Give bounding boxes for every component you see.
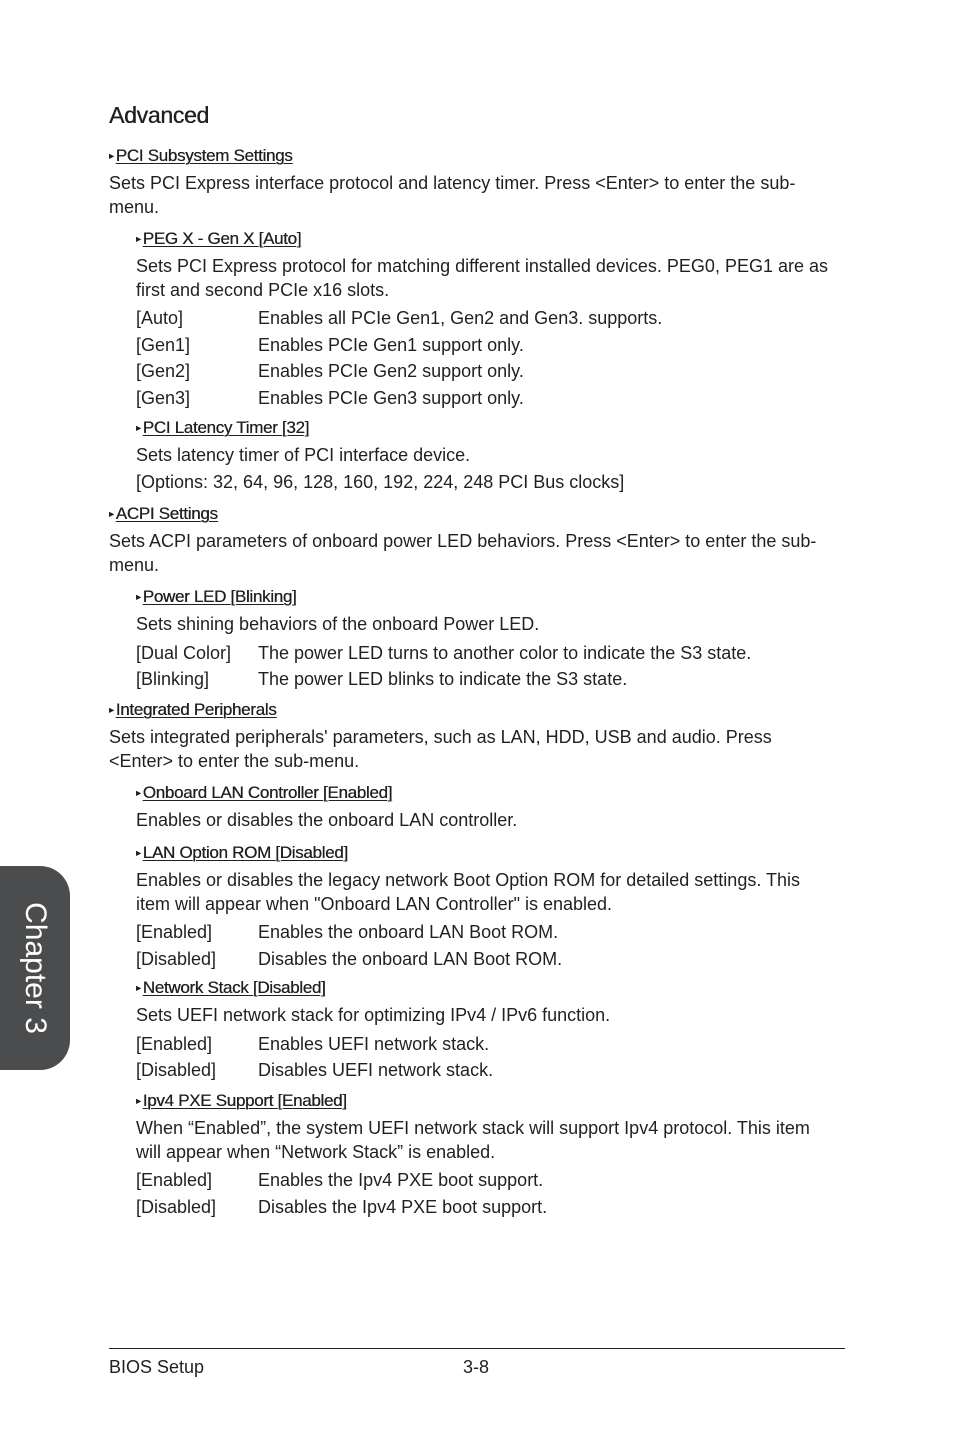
- option-row: [136, 1031, 836, 1058]
- option-list: [136, 1031, 836, 1084]
- section-description: Sets integrated peripherals' parameters, such as LAN, HDD, USB and audio. Press <Enter> to enter the sub-menu.: [109, 727, 772, 771]
- option-value: Enables all PCIe Gen1, Gen2 and Gen3. supports.: [258, 308, 663, 328]
- heading-text: PCI Subsystem Settings: [115, 146, 293, 165]
- section-heading: [109, 699, 839, 721]
- triangle-bullet-icon: ▸: [136, 1096, 141, 1107]
- heading-text: Power LED [Blinking]: [142, 587, 297, 606]
- triangle-bullet-icon: ▸: [136, 848, 141, 859]
- section-description: When “Enabled”, the system UEFI network stack will support Ipv4 protocol. This item will appear when “Network Stack” is enabled.: [136, 1118, 810, 1162]
- section-heading: [109, 145, 839, 167]
- section-heading: [136, 782, 836, 804]
- heading-text: LAN Option ROM [Disabled]: [142, 843, 348, 862]
- section-pci-latency: [136, 417, 836, 494]
- section-description: Enables or disables the legacy network Boot Option ROM for detailed settings. This item will appear when "Onboard LAN Controller" is enabled.: [136, 870, 801, 914]
- heading-text: ACPI Settings: [115, 504, 218, 523]
- footer-section-title: BIOS Setup: [109, 1357, 205, 1377]
- option-row: [136, 358, 836, 385]
- heading-text: PCI Latency Timer [32]: [142, 418, 310, 437]
- section-description: Sets PCI Express interface protocol and latency timer. Press <Enter> to enter the sub-menu.: [109, 173, 796, 217]
- heading-text: Onboard LAN Controller [Enabled]: [142, 783, 393, 802]
- option-row: [136, 1057, 836, 1084]
- option-value: Enables the onboard LAN Boot ROM.: [258, 922, 559, 942]
- heading-text: Integrated Peripherals: [115, 700, 277, 719]
- section-heading: [136, 842, 836, 864]
- option-value: Enables PCIe Gen1 support only.: [258, 334, 524, 355]
- triangle-bullet-icon: ▸: [109, 151, 114, 162]
- option-list: [136, 1167, 836, 1220]
- section-heading: [136, 977, 836, 999]
- heading-text: Ipv4 PXE Support [Enabled]: [142, 1091, 347, 1110]
- option-row: [136, 385, 836, 412]
- section-heading: [109, 503, 839, 525]
- footer-divider: [109, 1348, 845, 1349]
- heading-text: PEG X - Gen X [Auto]: [142, 229, 302, 248]
- option-key: [Auto]: [136, 308, 184, 328]
- triangle-bullet-icon: ▸: [136, 788, 141, 799]
- option-list: [136, 305, 836, 411]
- option-key: [Gen1]: [136, 334, 191, 355]
- option-value: Enables PCIe Gen2 support only.: [258, 361, 524, 381]
- option-value: Enables UEFI network stack.: [258, 1033, 490, 1054]
- option-key: [Gen2]: [136, 361, 191, 381]
- section-description: Sets PCI Express protocol for matching different installed devices. PEG0, PEG1 are as first and second PCIe x16 slots.: [136, 256, 828, 300]
- section-heading: [136, 586, 836, 608]
- triangle-bullet-icon: ▸: [136, 234, 141, 245]
- option-row: [136, 666, 836, 693]
- option-row: [136, 1167, 836, 1194]
- section-lan-option-rom: [136, 842, 836, 972]
- section-integrated-peripherals: [109, 699, 839, 773]
- option-key: [Enabled]: [136, 1033, 213, 1054]
- option-key: [Disabled]: [136, 948, 217, 969]
- option-value: Disables UEFI network stack.: [258, 1060, 494, 1080]
- option-list: [136, 919, 836, 972]
- option-row: [136, 919, 836, 946]
- option-row: [136, 332, 836, 359]
- option-row: [136, 305, 836, 332]
- option-row: [136, 1194, 836, 1221]
- option-key: [Enabled]: [136, 1170, 213, 1190]
- option-row: [136, 946, 836, 973]
- triangle-bullet-icon: ▸: [109, 509, 114, 520]
- option-key: [Dual Color]: [136, 642, 232, 663]
- option-value: Disables the Ipv4 PXE boot support.: [258, 1196, 548, 1217]
- section-heading: [136, 1090, 836, 1112]
- triangle-bullet-icon: ▸: [136, 983, 141, 994]
- options-note: [Options: 32, 64, 96, 128, 160, 192, 224, 248 PCI Bus clocks]: [136, 471, 625, 492]
- option-list: [136, 640, 836, 693]
- section-network-stack: [136, 977, 836, 1084]
- option-row: [136, 640, 836, 667]
- section-heading: [136, 417, 836, 439]
- section-description: Sets shining behaviors of the onboard Power LED.: [136, 614, 540, 634]
- option-key: [Enabled]: [136, 922, 213, 942]
- section-heading: [136, 228, 836, 250]
- section-acpi: [109, 503, 839, 577]
- heading-text: Network Stack [Disabled]: [142, 978, 326, 997]
- section-peg-gen: [136, 228, 836, 411]
- section-pci-subsystem: [109, 145, 839, 219]
- section-description: Sets UEFI network stack for optimizing IPv4 / IPv6 function.: [136, 1005, 611, 1025]
- section-ipv4-pxe: [136, 1090, 836, 1220]
- triangle-bullet-icon: ▸: [136, 592, 141, 603]
- option-value: Enables PCIe Gen3 support only.: [258, 387, 524, 408]
- section-description: Enables or disables the onboard LAN controller.: [136, 810, 518, 830]
- page-title: Advanced: [109, 102, 209, 128]
- option-value: The power LED turns to another color to indicate the S3 state.: [258, 642, 752, 663]
- option-value: Disables the onboard LAN Boot ROM.: [258, 948, 563, 969]
- chapter-label: Chapter 3: [19, 902, 52, 1034]
- option-value: Enables the Ipv4 PXE boot support.: [258, 1170, 544, 1190]
- section-description: Sets latency timer of PCI interface device.: [136, 445, 471, 465]
- option-key: [Blinking]: [136, 669, 210, 689]
- section-power-led: [136, 586, 836, 693]
- triangle-bullet-icon: ▸: [109, 705, 114, 716]
- footer-page-number: 3-8: [463, 1357, 490, 1377]
- option-key: [Gen3]: [136, 387, 191, 408]
- option-value: The power LED blinks to indicate the S3 state.: [258, 669, 628, 689]
- section-onboard-lan: [136, 782, 836, 833]
- option-key: [Disabled]: [136, 1060, 217, 1080]
- triangle-bullet-icon: ▸: [136, 423, 141, 434]
- option-key: [Disabled]: [136, 1196, 217, 1217]
- section-description: Sets ACPI parameters of onboard power LED behaviors. Press <Enter> to enter the sub-menu.: [109, 531, 817, 575]
- chapter-side-tab: [0, 866, 70, 1070]
